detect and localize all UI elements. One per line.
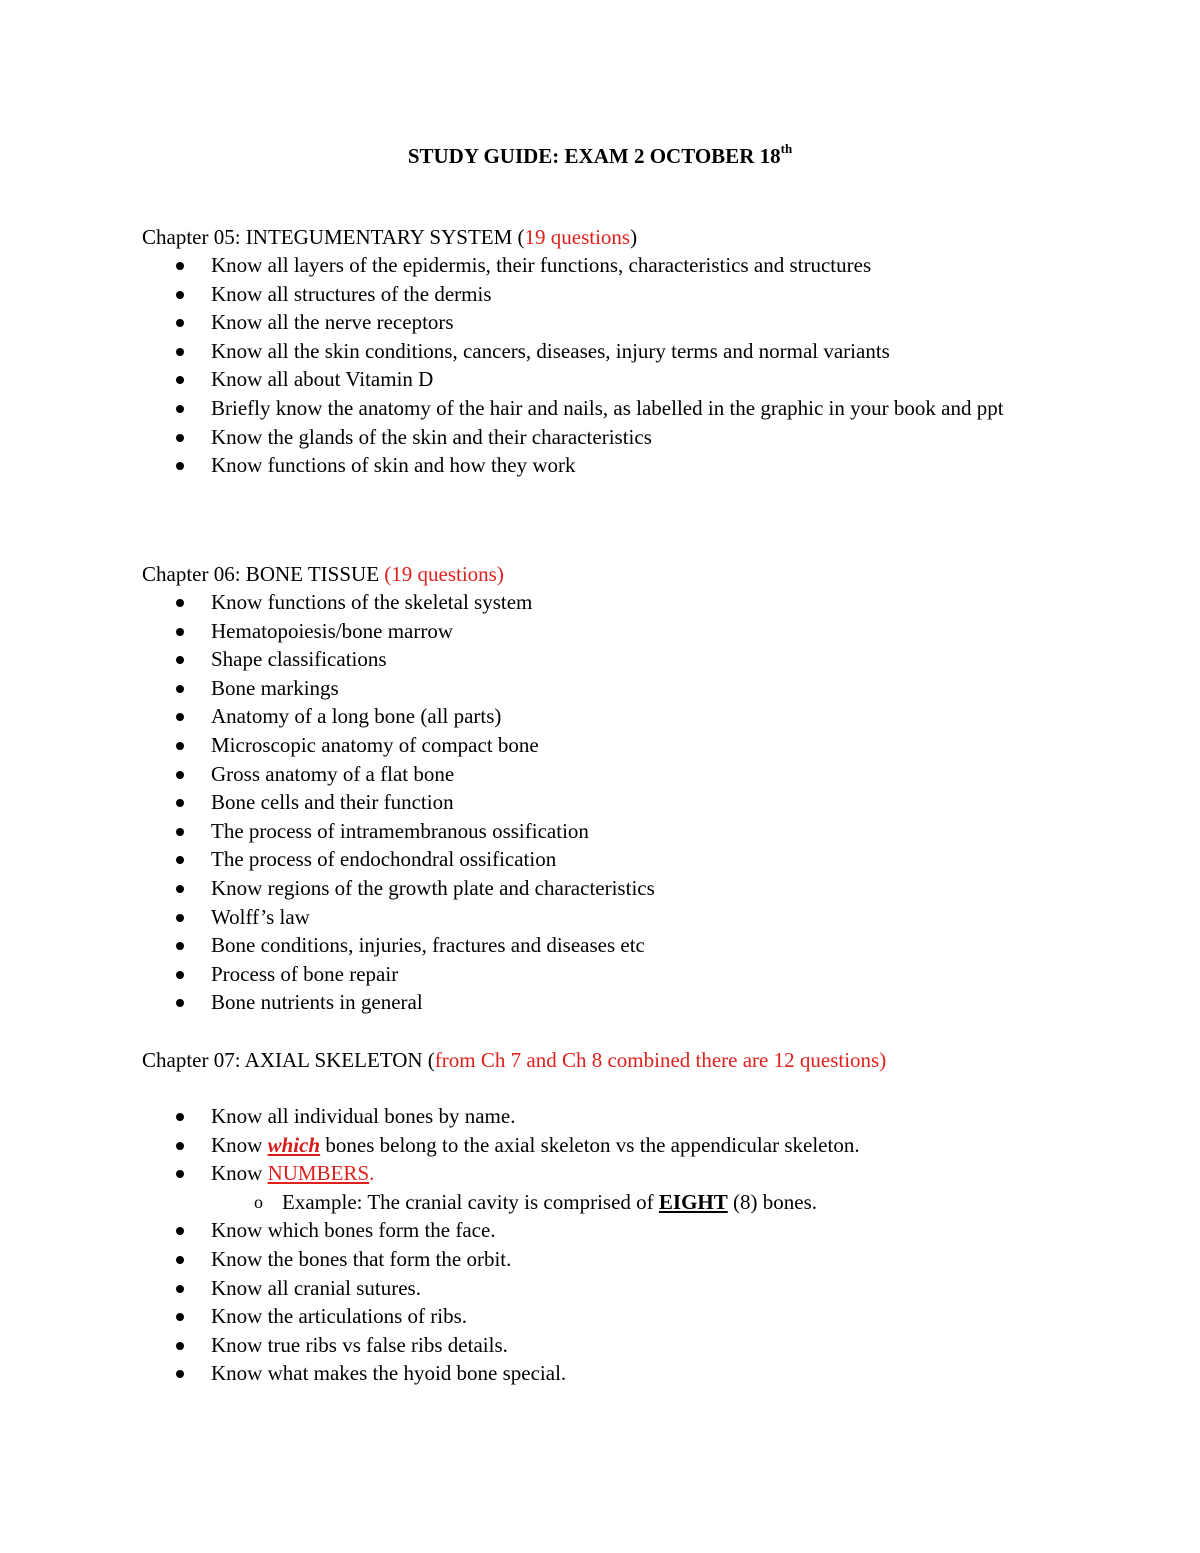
- example-text: Example: The cranial cavity is comprised of: [282, 1189, 659, 1214]
- list-item: Know all the skin conditions, cancers, diseases, injury terms and normal variants: [142, 337, 1082, 366]
- chapter-07-title: Chapter 07: AXIAL SKELETON (: [142, 1048, 435, 1072]
- chapter-06-title: Chapter 06: BONE TISSUE: [142, 562, 385, 586]
- list-item: Microscopic anatomy of compact bone: [142, 731, 1082, 760]
- list-item-text: Know: [211, 1161, 268, 1186]
- title-superscript: th: [780, 141, 793, 156]
- list-item: Know all the nerve receptors: [142, 308, 1082, 337]
- chapter-05-list: [142, 251, 1082, 480]
- list-item: Know the glands of the skin and their characteristics: [142, 423, 1082, 452]
- chapter-07-heading: [142, 1046, 1082, 1074]
- list-item: Know which bones form the face.: [142, 1216, 1082, 1245]
- chapter-05-question-count: 19 questions: [524, 225, 631, 249]
- list-item: Know regions of the growth plate and characteristics: [142, 874, 1082, 903]
- chapter-05-title: Chapter 05: INTEGUMENTARY SYSTEM (: [142, 225, 525, 249]
- list-item: Know the bones that form the orbit.: [142, 1245, 1082, 1274]
- list-item: Bone nutrients in general: [142, 988, 1082, 1017]
- chapter-07-list: [142, 1102, 1082, 1388]
- list-item: Know all layers of the epidermis, their functions, characteristics and structures: [142, 251, 1082, 280]
- list-item: Know all about Vitamin D: [142, 365, 1082, 394]
- section-chapter-07: [142, 1046, 1082, 1388]
- list-item: The process of endochondral ossification: [142, 845, 1082, 874]
- list-item-text: Know: [211, 1132, 268, 1157]
- emphasis-eight: EIGHT: [658, 1189, 728, 1214]
- chapter-06-list: [142, 588, 1082, 1017]
- list-item: Hematopoiesis/bone marrow: [142, 617, 1082, 646]
- list-item: Shape classifications: [142, 645, 1082, 674]
- chapter-05-heading: [142, 223, 1082, 251]
- title-text: STUDY GUIDE: EXAM 2 OCTOBER 18: [407, 144, 781, 168]
- list-item: Know what makes the hyoid bone special.: [142, 1359, 1082, 1388]
- chapter-06-question-count: (19 questions): [384, 562, 504, 586]
- list-item: Bone markings: [142, 674, 1082, 703]
- list-item: [142, 1159, 1082, 1188]
- list-item: Know true ribs vs false ribs details.: [142, 1331, 1082, 1360]
- section-chapter-05: [142, 223, 1082, 480]
- numbers-period: .: [369, 1161, 375, 1186]
- sub-list-item: [142, 1188, 1082, 1217]
- list-item: Briefly know the anatomy of the hair and nails, as labelled in the graphic in your book and ppt: [142, 394, 1082, 423]
- chapter-06-heading: [142, 560, 1082, 588]
- list-item: Process of bone repair: [142, 960, 1082, 989]
- section-chapter-06: [142, 560, 1082, 1017]
- list-item: Bone cells and their function: [142, 788, 1082, 817]
- chapter-05-close-paren: ): [630, 225, 638, 249]
- list-item: Anatomy of a long bone (all parts): [142, 702, 1082, 731]
- chapter-07-question-count: from Ch 7 and Ch 8 combined there are 12 questions): [434, 1048, 887, 1072]
- list-item: [142, 1131, 1082, 1160]
- emphasis-which: which: [267, 1132, 321, 1157]
- list-item: The process of intramembranous ossification: [142, 817, 1082, 846]
- list-item: Know all individual bones by name.: [142, 1102, 1082, 1131]
- list-item: Know the articulations of ribs.: [142, 1302, 1082, 1331]
- list-item: Bone conditions, injuries, fractures and diseases etc: [142, 931, 1082, 960]
- list-item: Know functions of the skeletal system: [142, 588, 1082, 617]
- list-item: Know functions of skin and how they work: [142, 451, 1082, 480]
- list-item: Gross anatomy of a flat bone: [142, 760, 1082, 789]
- example-text: (8) bones.: [727, 1189, 817, 1214]
- page-title: [0, 142, 1200, 170]
- list-item: Know all cranial sutures.: [142, 1274, 1082, 1303]
- list-item: Know all structures of the dermis: [142, 280, 1082, 309]
- emphasis-numbers: NUMBERS: [267, 1161, 370, 1186]
- list-item-text: bones belong to the axial skeleton vs the appendicular skeleton.: [320, 1132, 860, 1157]
- list-item: Wolff’s law: [142, 903, 1082, 932]
